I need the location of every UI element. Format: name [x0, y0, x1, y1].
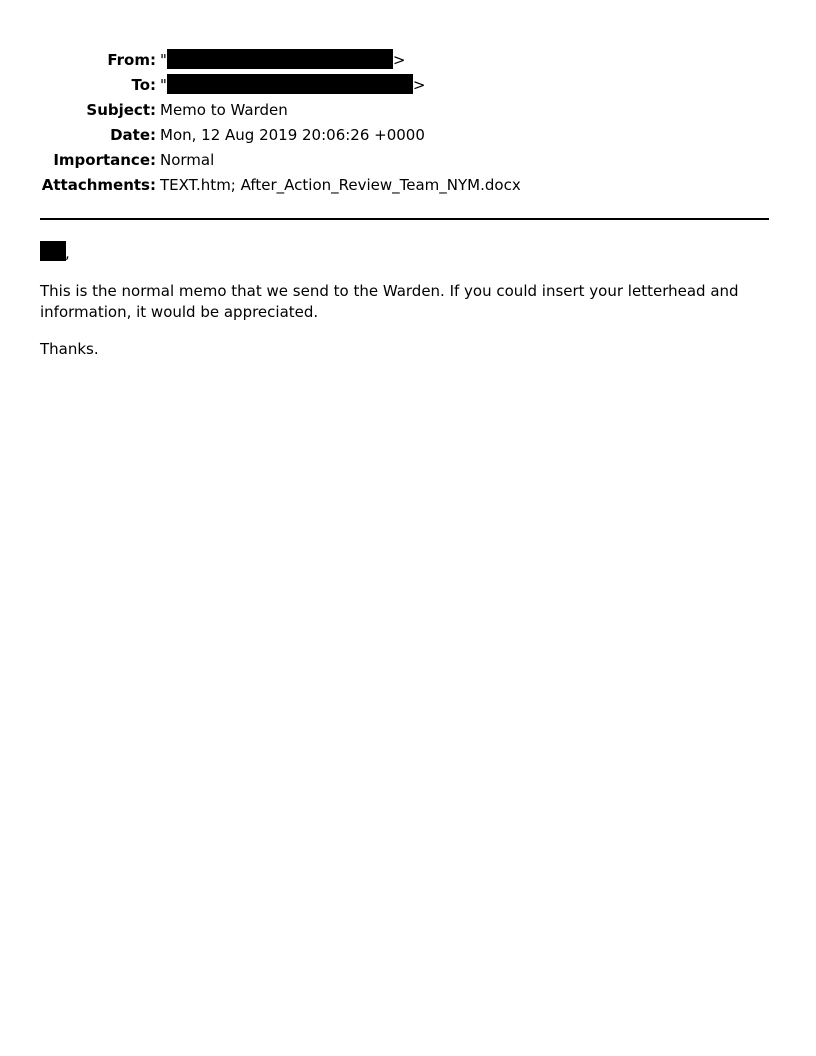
subject-row	[0, 98, 816, 123]
message-paragraph: This is the normal memo that we send to the Warden. If you could insert your letterhead and information, it would be appreciated.	[40, 282, 739, 321]
attachments-row	[0, 173, 816, 198]
from-row	[0, 48, 816, 73]
date-row	[0, 123, 816, 148]
redaction-box	[167, 49, 393, 69]
from-value	[160, 48, 405, 73]
date-label: Date:	[110, 126, 156, 144]
subject-value: Memo to Warden	[160, 101, 288, 119]
to-label: To:	[131, 76, 156, 94]
importance-value: Normal	[160, 151, 215, 169]
email-header	[0, 48, 816, 198]
from-suffix: >	[392, 51, 406, 69]
attachments-value: TEXT.htm; After_Action_Review_Team_NYM.docx	[160, 176, 521, 194]
greeting-suffix: ,	[65, 244, 70, 262]
redaction-box	[40, 241, 66, 261]
subject-label: Subject:	[86, 101, 156, 119]
header-divider	[40, 218, 769, 220]
message-closing: Thanks.	[40, 340, 99, 358]
from-prefix: "	[160, 51, 167, 69]
to-prefix: "	[160, 76, 167, 94]
to-row	[0, 73, 816, 98]
importance-label: Importance:	[53, 151, 156, 169]
to-suffix: >	[412, 76, 426, 94]
date-value: Mon, 12 Aug 2019 20:06:26 +0000	[160, 126, 425, 144]
redaction-box	[167, 74, 413, 94]
from-label: From:	[107, 51, 156, 69]
importance-row	[0, 148, 816, 173]
to-value	[160, 73, 425, 98]
attachments-label: Attachments:	[41, 176, 156, 194]
